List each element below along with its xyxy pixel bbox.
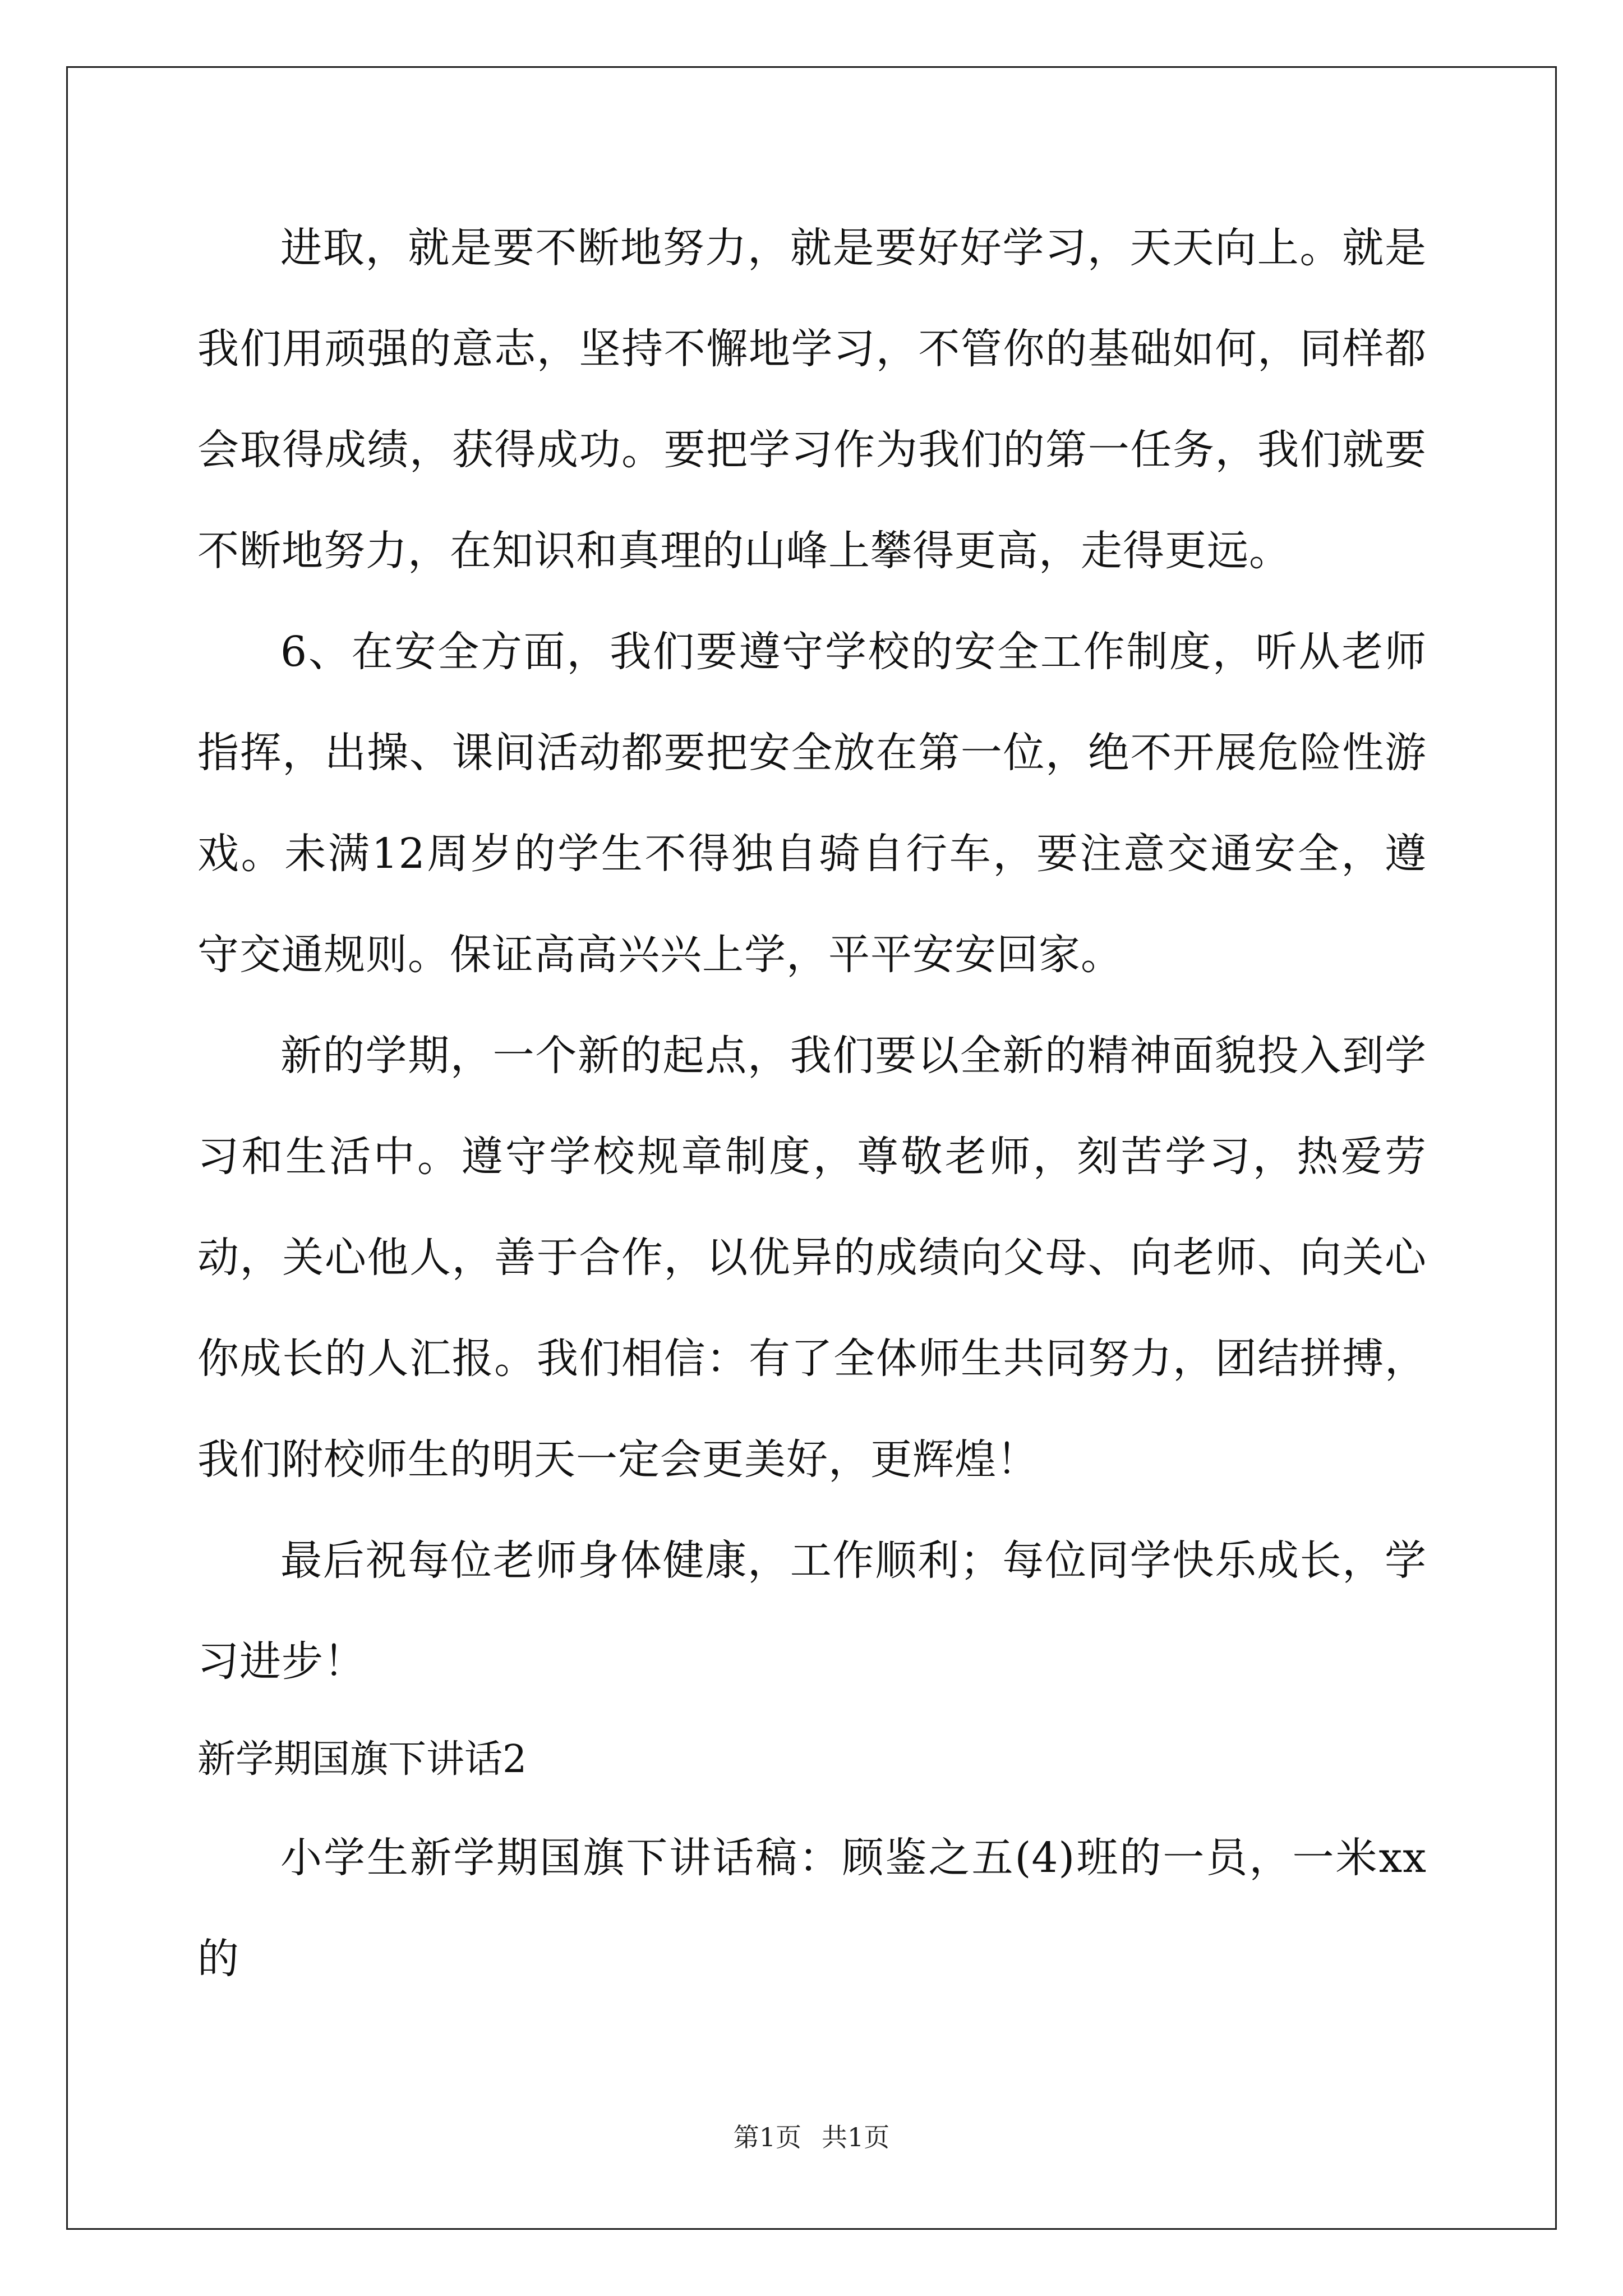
- paragraph: 小学生新学期国旗下讲话稿：顾鉴之五(4)班的一员，一米xx的: [197, 1834, 1427, 1983]
- page-total: 共1页: [822, 2122, 890, 2152]
- paragraph: 新的学期，一个新的起点，我们要以全新的精神面貌投入到学习和生活中。遵守学校规章制度，尊敬老师，刻苦学习，热爱劳动，关心他人，善于合作，以优异的成绩向父母、向老师、向关心你成长的人汇报。我们相信：有了全体师生共同努力，团结拼搏，我们附校师生的明天一定会更美好，更辉煌！: [197, 1032, 1427, 1484]
- page-footer: [0, 2120, 1623, 2154]
- section-heading: 新学期国旗下讲话2: [197, 1737, 527, 1782]
- paragraph: 6、在安全方面，我们要遵守学校的安全工作制度，听从老师指挥，出操、课间活动都要把安全放在第一位，绝不开展危险性游戏。未满12周岁的学生不得独自骑自行车，要注意交通安全，遵守交通规则。保证高高兴兴上学，平平安安回家。: [197, 628, 1427, 979]
- document-body: [197, 197, 1427, 2009]
- page-number: 第1页: [733, 2122, 801, 2152]
- paragraph: 最后祝每位老师身体健康，工作顺利；每位同学快乐成长，学习进步！: [197, 1536, 1427, 1686]
- paragraph: 进取，就是要不断地努力，就是要好好学习，天天向上。就是我们用顽强的意志，坚持不懈地学习，不管你的基础如何，同样都会取得成绩，获得成功。要把学习作为我们的第一任务，我们就要不断地努力，在知识和真理的山峰上攀得更高，走得更远。: [197, 224, 1427, 575]
